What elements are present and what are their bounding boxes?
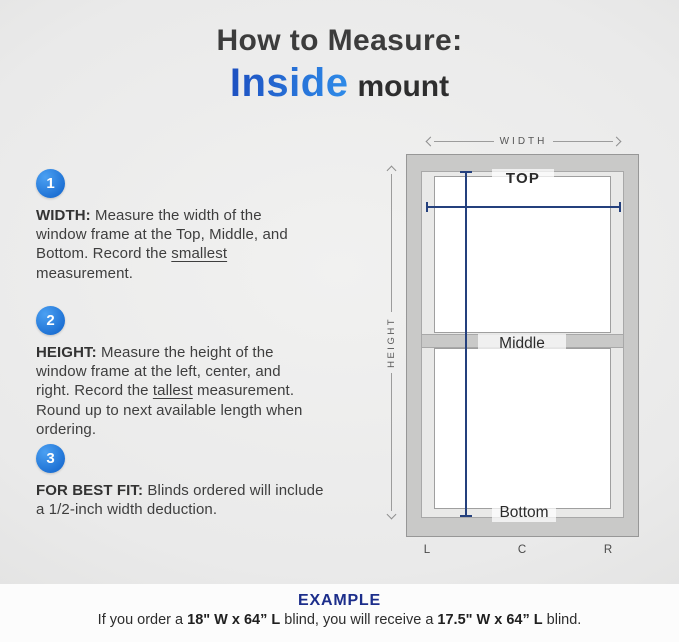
- width-label: WIDTH: [499, 135, 548, 147]
- step-3-text: FOR BEST FIT: Blinds ordered will include a 1/2-inch width deduction.: [36, 482, 324, 519]
- title-suffix: mount: [357, 70, 450, 103]
- marker-left: L: [423, 544, 431, 556]
- step-3: [36, 444, 386, 519]
- dimension-line: [391, 174, 392, 312]
- bottom-position-label: Bottom: [492, 503, 556, 522]
- dimension-line: [553, 141, 613, 142]
- marker-right: R: [603, 544, 613, 556]
- middle-position-label: Middle: [478, 334, 566, 353]
- window-lower-sash: [434, 348, 611, 509]
- step-1-number: 1: [46, 175, 55, 192]
- title-line-1: How to Measure:: [216, 24, 463, 57]
- step-2-text: HEIGHT: Measure the height of the window frame at the left, center, and right. Record the tallest measurement. Round up to next available length when ordering.: [36, 344, 303, 438]
- window-upper-sash: [434, 176, 611, 333]
- step-2-number-badge: [36, 306, 65, 335]
- step-2-number: 2: [46, 312, 55, 329]
- step-3-number: 3: [46, 450, 55, 467]
- step-3-number-badge: [36, 444, 65, 473]
- example-section: [0, 584, 679, 642]
- height-label: HEIGHT: [385, 317, 397, 368]
- step-1-text: WIDTH: Measure the width of the window frame at the Top, Middle, and Bottom. Record the smallest measurement.: [36, 207, 288, 282]
- width-measure-line: [426, 206, 621, 208]
- arrow-down-icon: [386, 510, 396, 520]
- title-highlight: Inside: [229, 61, 349, 105]
- step-1: [36, 169, 386, 283]
- step-1-number-badge: [36, 169, 65, 198]
- marker-center: C: [517, 544, 527, 556]
- height-measure-line: [465, 171, 467, 517]
- arrow-left-icon: [426, 136, 436, 146]
- dimension-line: [391, 373, 392, 511]
- title-line-2: [0, 60, 679, 115]
- height-dimension-arrow: [384, 167, 398, 518]
- arrow-right-icon: [612, 136, 622, 146]
- width-dimension-arrow: [427, 136, 620, 146]
- arrow-up-icon: [386, 166, 396, 176]
- step-2: [36, 306, 386, 439]
- example-heading: EXAMPLE: [298, 592, 381, 609]
- dimension-line: [434, 141, 494, 142]
- example-text: If you order a 18" W x 64” L blind, you will receive a 17.5" W x 64” L blind.: [97, 612, 582, 628]
- top-position-label: TOP: [492, 169, 554, 188]
- page-title: [0, 22, 679, 115]
